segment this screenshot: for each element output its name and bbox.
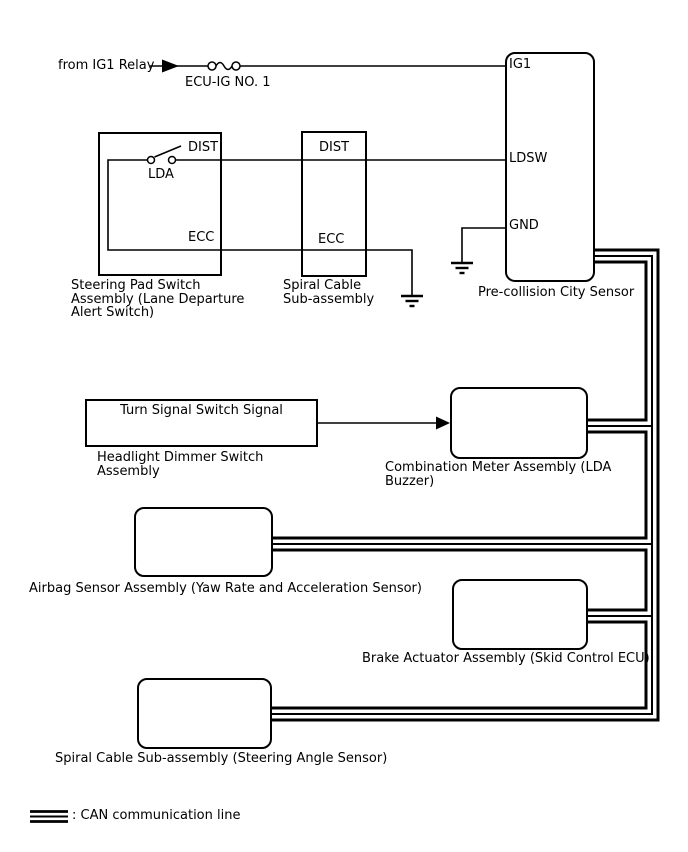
can-legend-text: : CAN communication line bbox=[72, 808, 241, 823]
airbag-sensor-box bbox=[134, 507, 273, 577]
pin-label-dist: DIST bbox=[188, 140, 219, 155]
can-line-legend-icon bbox=[30, 812, 68, 822]
pin-label-gnd: GND bbox=[509, 218, 539, 233]
spiral-cable-label: Spiral Cable Sub-assembly bbox=[283, 278, 375, 307]
fuse-label: ECU-IG NO. 1 bbox=[185, 75, 271, 90]
combination-meter-label: Combination Meter Assembly (LDA Buzzer) bbox=[385, 460, 612, 489]
ground-icon bbox=[451, 263, 473, 273]
combination-meter-box bbox=[450, 387, 588, 459]
arrow-icon bbox=[436, 417, 450, 430]
lda-switch-label: LDA bbox=[148, 167, 174, 182]
gnd-wire bbox=[462, 228, 505, 263]
ground-icon bbox=[401, 296, 423, 306]
brake-actuator-label: Brake Actuator Assembly (Skid Control ECU) bbox=[362, 651, 650, 666]
spiral-cable-steering-angle-label: Spiral Cable Sub-assembly (Steering Angle Sensor) bbox=[55, 751, 388, 766]
spiral-cable-steering-angle-box bbox=[137, 678, 272, 749]
brake-actuator-box bbox=[452, 579, 588, 650]
pin-label-ig1: IG1 bbox=[509, 57, 532, 72]
pin-label-ecc-spiral: ECC bbox=[318, 232, 345, 247]
steering-pad-switch-label: Steering Pad Switch Assembly (Lane Departure Alert Switch) bbox=[71, 278, 245, 320]
pin-label-ecc: ECC bbox=[188, 230, 215, 245]
headlight-dimmer-switch-label: Headlight Dimmer Switch Assembly bbox=[97, 450, 264, 479]
fuse-icon bbox=[208, 62, 240, 70]
pin-label-dist-spiral: DIST bbox=[319, 140, 350, 155]
airbag-sensor-label: Airbag Sensor Assembly (Yaw Rate and Acceleration Sensor) bbox=[29, 581, 422, 596]
power-source-label: from IG1 Relay bbox=[58, 58, 155, 73]
arrow-icon bbox=[162, 60, 179, 73]
pin-label-ldsw: LDSW bbox=[509, 151, 548, 166]
pre-collision-city-sensor-label: Pre-collision City Sensor bbox=[478, 285, 635, 300]
turn-signal-switch-signal-text: Turn Signal Switch Signal bbox=[120, 403, 283, 418]
pre-collision-city-sensor-box bbox=[505, 52, 595, 282]
